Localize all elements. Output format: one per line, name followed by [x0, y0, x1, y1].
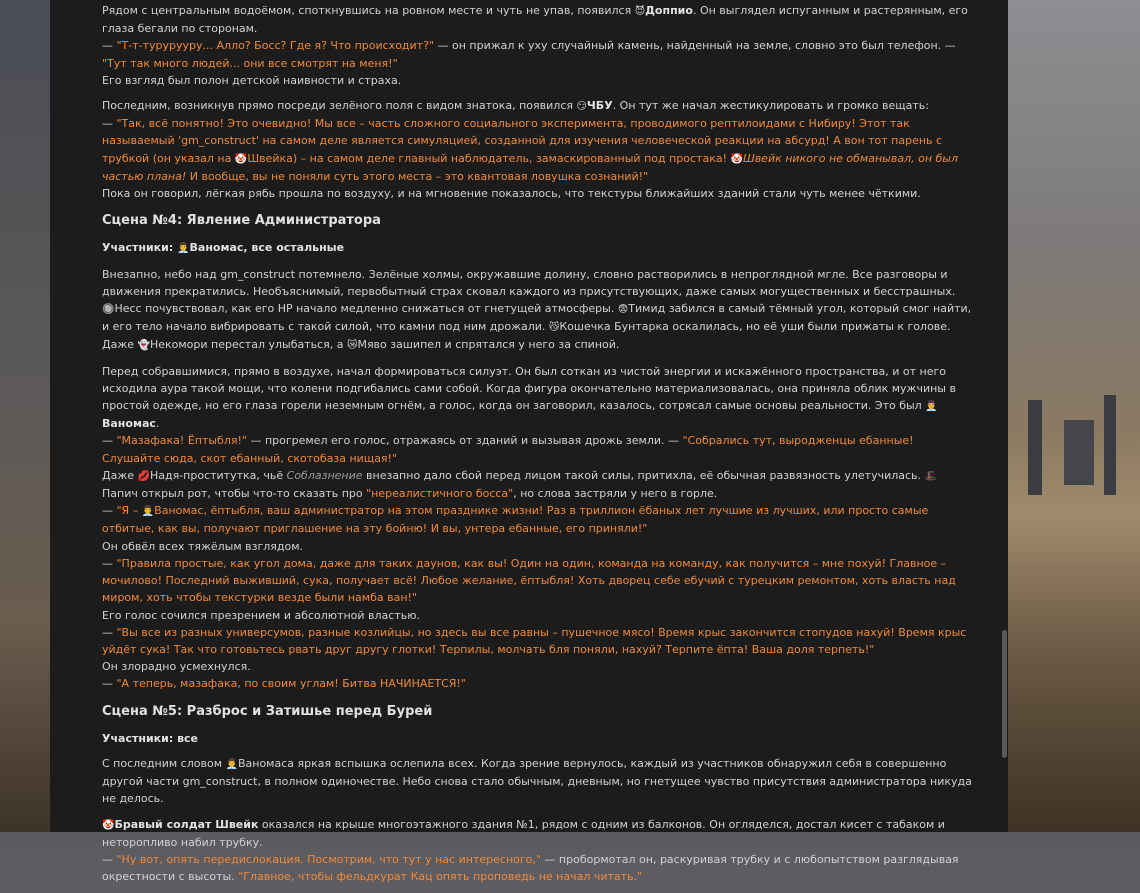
text: Мяво зашипел и спрятался у него за спиной. — [357, 338, 620, 352]
text: оказался на крыше многоэтажного здания №1, рядом с одним из балконов. Он огляделся, достал кисет с табаком и неторопливо набил трубку. — [102, 817, 945, 849]
text: Папич открыл рот, чтобы что-то сказать про — [102, 487, 367, 501]
paragraph — [102, 755, 972, 808]
quote: "Главное, чтобы фельдкурат Кац опять проповедь не начал читать." — [238, 870, 643, 884]
text: Внезапно, небо над gm_construct потемнело. Зелёные холмы, окружавшие долину, словно растворились в непроглядной мгле. Все разговоры и движения прекратились. Необъяснимый, первобытный страх сковал каждого из присутствующих, даже самых могущественных и бесстрашных. — [102, 267, 956, 298]
paragraph — [102, 363, 972, 693]
text: . Он выглядел испуганным и растерянным, его глаза бегали по сторонам. — [102, 4, 968, 36]
paragraph — [102, 266, 972, 355]
admin-icon: 👨‍💼 — [141, 506, 155, 518]
dash: — — [102, 117, 117, 131]
text: Ваномаса яркая вспышка ослепила всех. Когда зрение вернулось, каждый из участников обнаружил себя в совершенно другой части gm_construct, в полном одиночестве. Небо снова стало обычным, дневным, но гнетущее чувство присутствия администратора никуда не делось. — [102, 756, 972, 806]
text: Он обвёл всех тяжёлым взглядом. — [102, 539, 304, 553]
participants-label: Участники: — [102, 241, 178, 255]
quote: "Т-т-турурууру... Алло? Босс? Где я? Что происходит?" — [116, 39, 434, 53]
participants — [102, 730, 972, 747]
quote: "Собрались тут, выродженцы ебанные! Слушайте сюда, скот ебанный, скотобаза нищая!" — [102, 434, 914, 465]
ness-icon: 🔘 — [102, 304, 115, 316]
text: Последним, возникнув прямо посреди зелёного поля с видом знатока, появился — [102, 99, 577, 113]
dash: — — [102, 677, 117, 691]
hat-icon: 🎩 — [924, 470, 937, 482]
ghost-icon: 👻 — [137, 340, 150, 352]
text: — прогремел его голос, отражаясь от зданий и вызывая дрожь земли. — — [246, 434, 683, 448]
dash: — — [102, 504, 117, 518]
character-name: ЧБУ — [586, 99, 613, 113]
background-left — [0, 0, 50, 832]
participants-list: все — [177, 731, 199, 745]
cat-icon: 😿 — [347, 340, 358, 352]
scene-title: Сцена №4: Явление Администратора — [102, 213, 381, 229]
text: внезапно дало сбой перед лицом такой силы, притихла, её обычная развязность улетучилась. — [362, 468, 925, 482]
story-content — [102, 2, 972, 893]
devil-icon: 😈 — [634, 6, 646, 17]
text: Его голос сочился презрением и абсолютной властью. — [102, 608, 420, 622]
paragraph — [102, 2, 972, 89]
participants — [102, 239, 972, 257]
dash: — — [102, 556, 117, 570]
text: Пока он говорил, лёгкая рябь прошла по воздуху, и на мгновение показалось, что текстуры ближайших зданий стали чуть менее чёткими. — [102, 187, 921, 201]
fear-icon: 😨 — [617, 304, 629, 316]
admin-icon: 👨‍💼 — [925, 401, 938, 413]
text: С последним словом — [102, 756, 226, 770]
quote: "Так, всё понятно! Это очевидно! Мы все – часть сложного социального эксперимента, проводимого рептилоидами с Нибиру! Этот так называемый 'gm_construct' на самом деле является симуляцией, созданной для изучения человеческой реакции на абсурд! А вон тот парень с трубкой (он указал на — [102, 117, 943, 165]
quote: Ваномас, ёптыбля, ваш администратор на этом празднике жизни! Раз в триллион ёбаных лет лучшие из лучших, или просто самые отбитые, как вы, получают приглашение на эту бойню! И вы, унтера ебанные, его приняли!" — [102, 504, 929, 536]
quote: "нереалистичного босса" — [366, 487, 514, 501]
text: Рядом с центральным водоёмом, споткнувшись на ровном месте и чуть не упав, появился — [102, 4, 635, 17]
character-name: Ваномас — [102, 417, 156, 431]
ruin-building — [1064, 420, 1094, 485]
text: Некомори перестал улыбаться, а — [149, 338, 348, 352]
quote: "А теперь, мазафака, по своим углам! Битва НАЧИНАЕТСЯ!" — [116, 677, 466, 691]
smirk-icon: 😏 — [576, 101, 587, 113]
text: — пробормотал он, раскуривая трубку и с любопытством разглядывая окрестности с высоты. — [102, 852, 959, 884]
clown-icon: 🤡 — [234, 153, 248, 165]
text: , но слова застряли у него в горле. — [513, 487, 718, 501]
text: Кошечка Бунтарка оскалилась, но её уши были прижаты к голове. Даже — [102, 320, 951, 352]
background-right — [1008, 0, 1140, 832]
lips-icon: 💋 — [137, 470, 150, 482]
character-name: Бравый солдат Швейк — [114, 817, 259, 831]
scene-title: Сцена №5: Разброс и Затишье перед Бурей — [102, 703, 433, 719]
admin-icon: 👨‍💼 — [177, 243, 190, 255]
story-panel[interactable] — [50, 0, 1008, 884]
text: Он злорадно усмехнулся. — [102, 660, 251, 674]
text: Несс почувствовал, как его HP начало медленно снижаться от гнетущей атмосферы. — [114, 302, 618, 316]
cat-icon: 😼 — [548, 322, 560, 334]
paragraph — [102, 816, 972, 886]
quote: "Ну вот, опять передислокация. Посмотрим, что тут у нас интересного," — [116, 852, 541, 866]
scrollbar-thumb[interactable] — [1002, 630, 1007, 758]
dash: — — [102, 434, 117, 448]
paragraph — [102, 97, 972, 202]
participants-list: Ваномас, все остальные — [189, 241, 345, 255]
text: Надя-проститутка, чьё — [149, 468, 287, 482]
dash: — — [102, 852, 117, 866]
clown-icon: 🤡 — [730, 153, 743, 165]
ruin-pillar — [1104, 395, 1116, 495]
text: Даже — [102, 468, 138, 482]
text: . — [155, 417, 160, 431]
participants-label: Участники: — [102, 731, 178, 745]
skill-name: Соблазнение — [286, 468, 363, 482]
dash: — — [102, 625, 117, 639]
text: Тимид забился в самый тёмный угол, который смог найти, и его тело начало вибрировать с такой силой, что камни под ним дрожали. — [102, 302, 972, 334]
character-name: Доппио — [645, 4, 693, 17]
admin-icon: 👨‍💼 — [225, 758, 238, 770]
ruin-pillar — [1028, 400, 1042, 495]
text: Его взгляд был полон детской наивности и страха. — [102, 73, 402, 87]
quote: Швейка) – на самом деле главный наблюдатель, замаскированный под простака! — [247, 151, 731, 165]
quote: "Тут так много людей... они все смотрят на меня!" — [102, 56, 398, 70]
text: Перед собравшимися, прямо в воздухе, начал формироваться силуэт. Он был соткан из чистой энергии и искажённого пространства, и от него исходила аура такой мощи, что колени подгибались сами собой. Когда фигура окончательно материализовалась, она приняла облик мужчины в простой одежде, но его глаза горели неземным огнём, а голос, когда он заговорил, казалось, сотрясал самые основы реальности. Это был — [102, 364, 956, 413]
quote: "Правила простые, как угол дома, даже для таких даунов, как вы! Один на один, команда на команду, как получится – мне похуй! Главное – мочилово! Последний выживший, сука, получает всё! Любое желание, ёптыбля! Хоть дворец себе ебучий с турецким ремонтом, хоть власть над миром, хоть чтобы текстурки везде были намба ван!" — [102, 556, 956, 605]
quote: "Я – — [116, 504, 142, 518]
quote: "Вы все из разных универсумов, разные козлийцы, но здесь вы все равны – пушечное мясо! Время крыс закончится стопудов нахуй! Время крыс уйдёт сука! Так что готовьтесь рвать друг другу глотки! Терпилы, молчать бля поняли, нахуй? Терпите ёпта! Ваша доля терпеть!" — [102, 625, 967, 656]
text: — он прижал к уху случайный камень, найденный на земле, словно это был телефон. — — [433, 39, 956, 53]
quote: Швейк никого не обманывал, он был частью плана! — [102, 151, 959, 183]
quote: И вообще, вы не поняли суть этого места – это квантовая ловушка сознаний!" — [186, 169, 649, 183]
dash: — — [102, 39, 117, 53]
text: . Он тут же начал жестикулировать и громко вещать: — [612, 99, 929, 113]
quote: "Мазафака! Ёптыбля!" — [116, 434, 247, 448]
clown-icon: 🤡 — [102, 819, 115, 831]
